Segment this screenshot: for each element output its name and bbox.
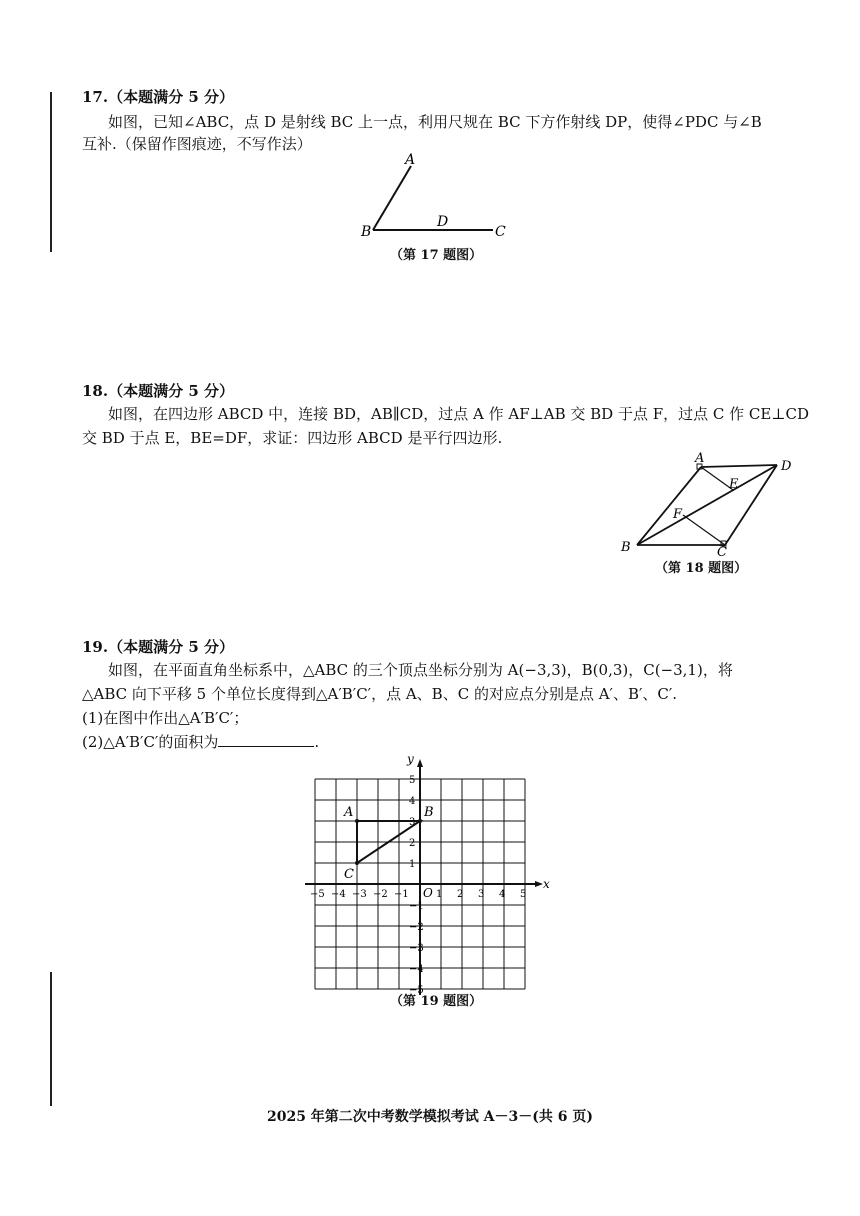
- q17-label-a: A: [405, 152, 416, 168]
- q18-figure: [615, 448, 800, 558]
- label-b: B: [424, 805, 434, 820]
- q18-label-e: E: [729, 477, 739, 492]
- x-tick-label: 3: [478, 889, 485, 900]
- x-axis-label: x: [543, 877, 550, 891]
- x-tick-label: 1: [436, 889, 443, 900]
- q19-part2: [82, 732, 319, 752]
- grid-axes: [305, 759, 543, 995]
- q18-label-d: D: [781, 459, 792, 474]
- q19-part2-end: .: [314, 733, 320, 751]
- q17-figure: [355, 150, 525, 245]
- q17-caption: （第 17 题图）: [390, 248, 483, 263]
- q19-answer-blank[interactable]: [218, 732, 314, 747]
- x-tick-label: 5: [520, 889, 527, 900]
- q18-label-a: A: [695, 451, 705, 466]
- x-tick-label: 4: [499, 889, 506, 900]
- y-tick-label: −1: [409, 901, 424, 912]
- q17-label-c: C: [495, 224, 506, 240]
- y-axis-arrow: [417, 759, 423, 767]
- q19-part2-text: (2)△A′B′C′的面积为: [82, 733, 219, 751]
- y-tick-label: −2: [409, 922, 424, 933]
- margin-bar-bottom: [50, 972, 52, 1106]
- q18-header: 18.（本题满分 5 分）: [82, 382, 234, 400]
- y-tick-label: 4: [409, 796, 416, 807]
- q18-label-f: F: [673, 507, 683, 522]
- x-tick-label: −1: [394, 889, 409, 900]
- label-c: C: [344, 867, 354, 882]
- point-c: [355, 861, 359, 865]
- y-tick-label: −5: [409, 985, 424, 996]
- y-tick-label: −3: [409, 943, 424, 954]
- q19-part1: (1)在图中作出△A′B′C′；: [82, 709, 249, 727]
- label-a: A: [344, 805, 354, 820]
- y-axis-label: y: [407, 752, 414, 766]
- y-tick-label: 1: [409, 859, 416, 870]
- x-tick-label: −4: [331, 889, 346, 900]
- page-footer: 2025 年第二次中考数学模拟考试 A－3－(共 6 页): [266, 1109, 594, 1125]
- point-b: [418, 819, 422, 823]
- x-axis-arrow: [535, 881, 543, 887]
- point-a: [355, 819, 359, 823]
- margin-bar-top: [50, 92, 52, 252]
- origin-label: O: [423, 886, 433, 900]
- y-tick-label: 5: [409, 775, 416, 786]
- q19-text-line1: 如图，在平面直角坐标系中，△ABC 的三个顶点坐标分别为 A(−3,3)，B(0,3)，C(−3,1)，将: [108, 661, 733, 679]
- q17-label-d: D: [437, 214, 449, 230]
- q18-text-line2: 交 BD 于点 E，BE=DF，求证：四边形 ABCD 是平行四边形.: [82, 429, 503, 447]
- x-tick-label: −3: [352, 889, 367, 900]
- y-tick-label: 3: [409, 817, 416, 828]
- q18-text-line1: 如图，在四边形 ABCD 中，连接 BD，AB∥CD，过点 A 作 AF⊥AB 交 BD 于点 F，过点 C 作 CE⊥CD: [108, 405, 809, 423]
- y-tick-label: 2: [409, 838, 416, 849]
- q17-text-line1: 如图，已知∠ABC，点 D 是射线 BC 上一点，利用尺规在 BC 下方作射线 DP，使得∠PDC 与∠B: [108, 113, 762, 131]
- q19-header: 19.（本题满分 5 分）: [82, 638, 234, 656]
- q18-caption: （第 18 题图）: [655, 561, 748, 576]
- x-tick-label: −2: [373, 889, 388, 900]
- y-tick-label: −4: [409, 964, 424, 975]
- q18-label-c: C: [717, 545, 727, 560]
- q17-header: 17.（本题满分 5 分）: [82, 88, 234, 106]
- q19-caption: （第 19 题图）: [390, 994, 483, 1009]
- q18-label-b: B: [621, 540, 631, 555]
- x-tick-label: 2: [457, 889, 464, 900]
- q17-label-b: B: [361, 224, 372, 240]
- q19-coordinate-grid: [310, 750, 560, 996]
- q17-text-line2: 互补.（保留作图痕迹，不写作法）: [82, 135, 312, 153]
- q19-text-line2: △ABC 向下平移 5 个单位长度得到△A′B′C′，点 A、B、C 的对应点分别是点 A′、B′、C′.: [82, 685, 678, 703]
- x-tick-label: −5: [310, 889, 325, 900]
